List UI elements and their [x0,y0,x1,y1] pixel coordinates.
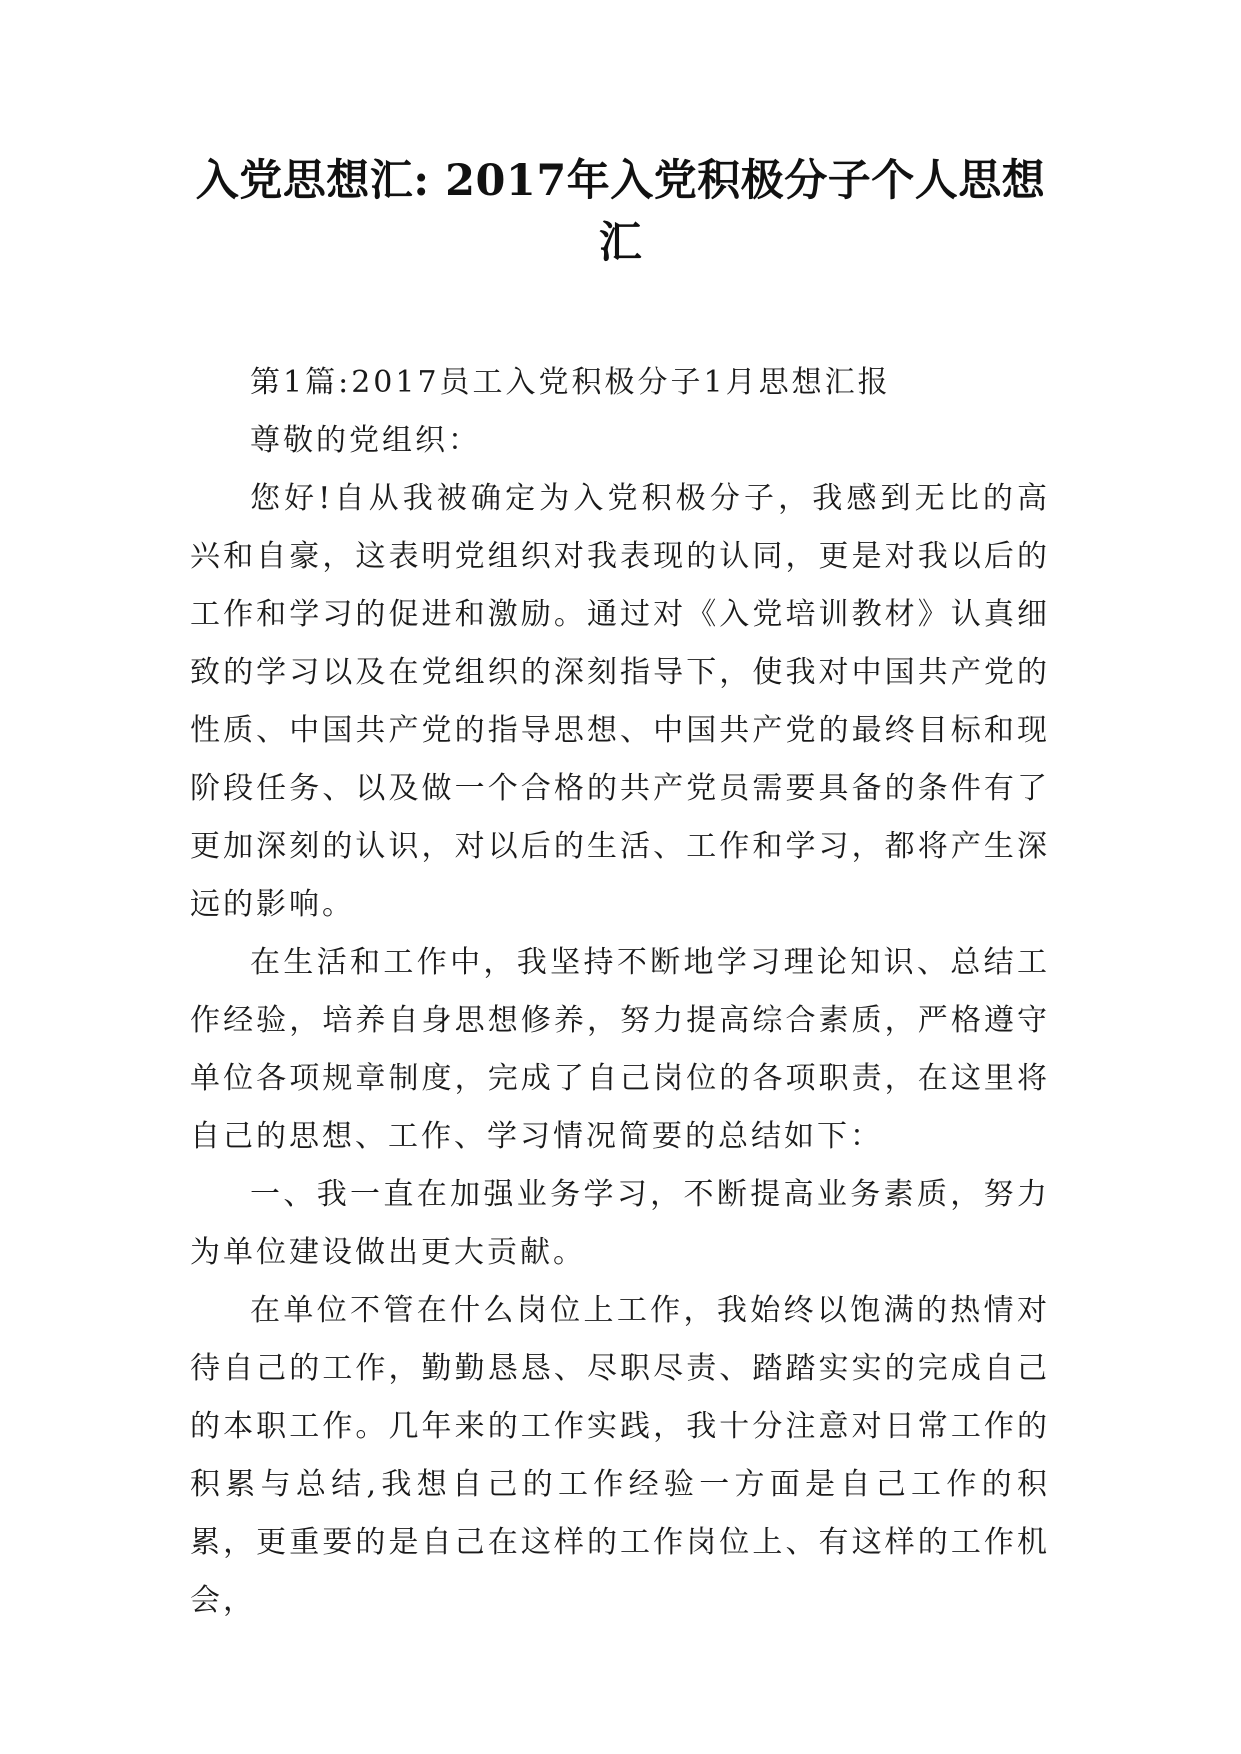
body-paragraph: 一、我一直在加强业务学习，不断提高业务素质，努力为单位建设做出更大贡献。 [190,1177,1050,1270]
body-paragraph: 在单位不管在什么岗位上工作，我始终以饱满的热情对待自己的工作，勤勤恳恳、尽职尽责、踏踏实实的完成自己的本职工作。几年来的工作实践，我十分注意对日常工作的积累与总结,我想自己的工作经验一方面是自己工作的积累，更重要的是自己在这样的工作岗位上、有这样的工作机会， [190,1293,1050,1618]
document-title [150,150,1091,274]
title-line-2: 汇 [598,218,643,268]
title-line-1: 入党思想汇: 2017年入党积极分子个人思想 [195,156,1046,206]
body-paragraph: 在生活和工作中，我坚持不断地学习理论知识、总结工作经验，培养自身思想修养，努力提高综合素质，严格遵守单位各项规章制度，完成了自己岗位的各项职责，在这里将自己的思想、工作、学习情况简要的总结如下： [190,945,1050,1154]
document-body [190,354,1050,1630]
section-heading: 第1篇:2017员工入党积极分子1月思想汇报 [250,365,891,400]
body-paragraph: 您好!自从我被确定为入党积极分子，我感到无比的高兴和自豪，这表明党组织对我表现的认同，更是对我以后的工作和学习的促进和激励。通过对《入党培训教材》认真细致的学习以及在党组织的深刻指导下，使我对中国共产党的性质、中国共产党的指导思想、中国共产党的最终目标和现阶段任务、以及做一个合格的共产党员需要具备的条件有了更加深刻的认识，对以后的生活、工作和学习，都将产生深远的影响。 [190,481,1050,922]
salutation: 尊敬的党组织： [250,423,481,458]
